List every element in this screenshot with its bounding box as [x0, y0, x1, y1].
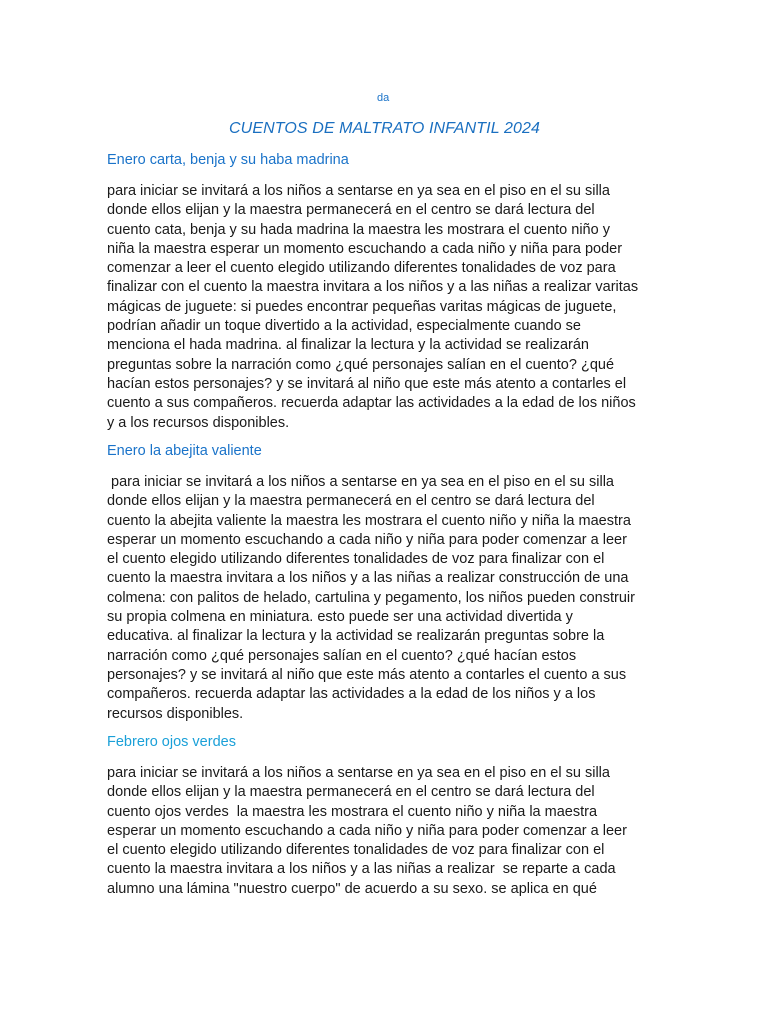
- paragraph-line: comenzar a leer el cuento elegido utilizando diferentes tonalidades de voz para: [107, 260, 616, 277]
- paragraph-line: para iniciar se invitará a los niños a sentarse en ya sea en el piso en el su silla: [107, 183, 610, 199]
- paragraph-line: preguntas sobre la narración como ¿qué personajes salían en el cuento? ¿qué: [107, 356, 615, 373]
- paragraph-line: y a los recursos disponibles.: [107, 414, 290, 431]
- document-title: CUENTOS DE MALTRATO INFANTIL 2024: [229, 120, 540, 137]
- paragraph-line: cuento cata, benja y su hada madrina la maestra les mostrara el cuento niño y: [107, 221, 610, 238]
- paragraph-line: compañeros. recuerda adaptar las actividades a la edad de los niños y a los: [107, 686, 596, 703]
- section-heading-febrero-ojos-verdes: Febrero ojos verdes: [107, 734, 236, 750]
- paragraph-line: donde ellos elijan y la maestra permanecerá en el centro se dará lectura del: [107, 784, 595, 801]
- section-body-enero-abejita: [107, 473, 662, 724]
- paragraph-line: esperar un momento escuchando a cada niño y niña para poder comenzar a leer: [107, 822, 627, 839]
- paragraph-line: para iniciar se invitará a los niños a sentarse en ya sea en el piso en el su silla: [107, 765, 610, 781]
- section-heading-enero-abejita: Enero la abejita valiente: [107, 443, 262, 459]
- paragraph-line: cuento a sus compañeros. recuerda adaptar las actividades a la edad de los niños: [107, 395, 636, 412]
- paragraph-line: donde ellos elijan y la maestra permanecerá en el centro se dará lectura del: [107, 202, 595, 219]
- paragraph-line: el cuento elegido utilizando diferentes tonalidades de voz para finalizar con el: [107, 842, 605, 859]
- section-body-febrero-ojos-verdes: [107, 764, 662, 899]
- section-heading-enero-carta: Enero carta, benja y su haba madrina: [107, 152, 349, 168]
- paragraph-line: alumno una lámina "nuestro cuerpo" de acuerdo a su sexo. se aplica en qué: [107, 880, 597, 897]
- paragraph-line: personajes? y se invitará al niño que este más atento a contarles el cuento a sus: [107, 666, 627, 683]
- paragraph-line: podrían añadir un toque divertido a la actividad, especialmente cuando se: [107, 318, 581, 335]
- paragraph-line: para iniciar se invitará a los niños a sentarse en ya sea en el piso en el su silla: [107, 474, 614, 490]
- paragraph-line: educativa. al finalizar la lectura y la actividad se realizarán preguntas sobre la: [107, 628, 605, 645]
- paragraph-line: mágicas de juguete: si puedes encontrar pequeñas varitas mágicas de juguete,: [107, 298, 617, 315]
- paragraph-line: su propia colmena en miniatura. esto puede ser una actividad divertida y: [107, 609, 573, 626]
- paragraph-line: cuento la abejita valiente la maestra les mostrara el cuento niño y niña la maestra: [107, 512, 631, 529]
- paragraph-line: cuento la maestra invitara a los niños y a las niñas a realizar se reparte a cada: [107, 861, 616, 878]
- paragraph-line: esperar un momento escuchando a cada niño y niña para poder comenzar a leer: [107, 531, 627, 548]
- paragraph-line: colmena: con palitos de helado, cartulina y pegamento, los niños pueden construir: [107, 589, 635, 606]
- paragraph-line: recursos disponibles.: [107, 705, 244, 722]
- paragraph-line: niña la maestra esperar un momento escuchando a cada niño y niña para poder: [107, 240, 623, 257]
- paragraph-line: cuento ojos verdes la maestra les mostrara el cuento niño y niña la maestra: [107, 803, 598, 820]
- paragraph-line: hacían estos personajes? y se invitará al niño que este más atento a contarles el: [107, 375, 627, 392]
- paragraph-line: menciona el hada madrina. al finalizar la lectura y la actividad se realizarán: [107, 337, 589, 354]
- paragraph-line: cuento la maestra invitara a los niños y a las niñas a realizar construcción de una: [107, 570, 629, 587]
- paragraph-line: narración como ¿qué personajes salían en el cuento? ¿qué hacían estos: [107, 647, 577, 664]
- paragraph-line: el cuento elegido utilizando diferentes tonalidades de voz para finalizar con el: [107, 551, 605, 568]
- section-body-enero-carta: [107, 182, 662, 433]
- header-mark: da: [377, 92, 390, 104]
- paragraph-line: finalizar con el cuento la maestra invitara a los niños y a las niñas a realizar varitas: [107, 279, 639, 296]
- paragraph-line: donde ellos elijan y la maestra permanecerá en el centro se dará lectura del: [107, 493, 595, 510]
